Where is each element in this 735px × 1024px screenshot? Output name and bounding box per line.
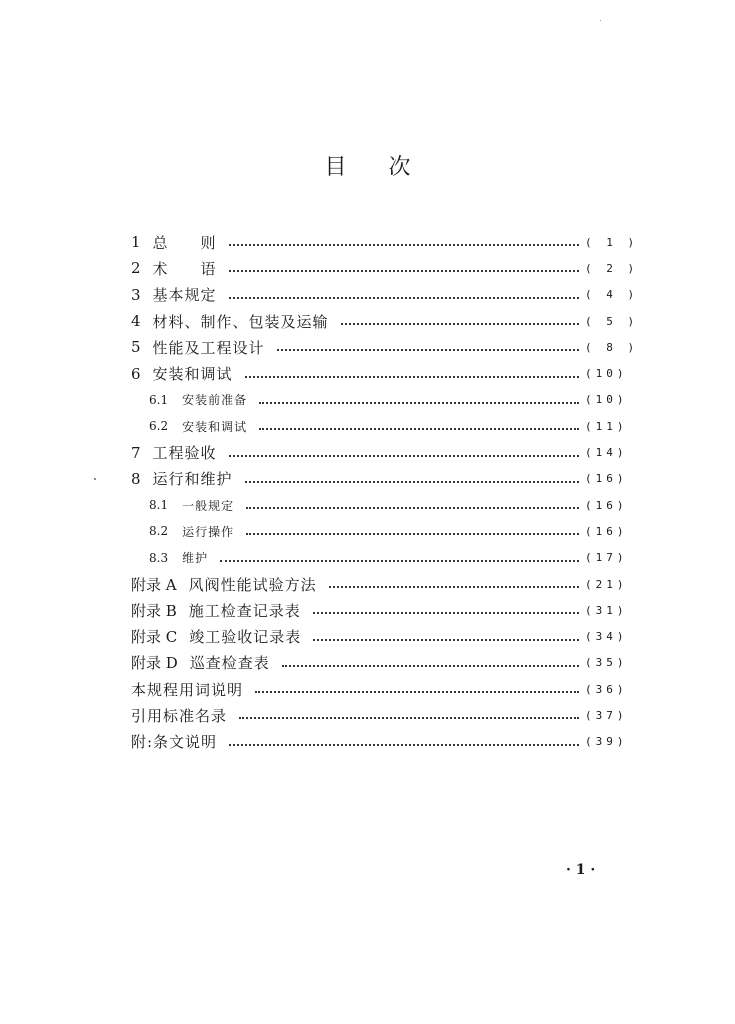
toc-subentry[interactable] [131, 518, 628, 544]
toc-entry-page: (34) [585, 630, 628, 644]
toc-subentry[interactable] [131, 387, 628, 413]
toc-entry-label: 运行操作 [182, 524, 235, 539]
page-title [0, 150, 735, 181]
toc-entry-label: 安装和调试 [152, 365, 233, 384]
toc-entry-page: (16) [585, 472, 628, 486]
toc-entry[interactable] [131, 360, 628, 386]
toc-entry-number: 8.3 [149, 550, 169, 565]
toc-entry-label: 风阀性能试验方法 [188, 575, 317, 594]
toc-entry-label: 附:条文说明 [131, 733, 218, 752]
toc-entry-label: 本规程用词说明 [131, 680, 244, 699]
toc-entry-number: 4 [131, 312, 141, 331]
toc-entry-number: 2 [131, 259, 141, 278]
dot-leader [313, 639, 579, 641]
toc-entry-page: (10) [585, 367, 628, 381]
toc-entry-label: 施工检查记录表 [188, 601, 301, 620]
toc-entry-label: 竣工验收记录表 [189, 628, 302, 647]
toc-entry-page: (16) [585, 498, 628, 512]
toc-entry-number: 6.1 [149, 392, 169, 407]
dot-leader [229, 270, 579, 272]
toc-entry-number: 7 [131, 443, 141, 462]
toc-entry-page: ( 5 ) [585, 314, 639, 328]
toc-entry[interactable] [131, 729, 628, 755]
page-number: · 1 · [566, 862, 596, 878]
toc-entry[interactable] [131, 282, 639, 308]
toc-entry-number: 附录 D [131, 654, 178, 673]
toc-entry-number: 8.2 [149, 524, 169, 539]
dot-leader [255, 691, 579, 693]
toc-entry-page: (39) [585, 735, 628, 749]
toc-entry-number: 附录 B [131, 601, 177, 620]
toc-entry[interactable] [131, 255, 639, 281]
toc-entry-number: 8.1 [149, 498, 169, 513]
dot-leader [259, 428, 579, 430]
toc-entry[interactable] [131, 597, 628, 623]
toc-entry-label: 安装前准备 [182, 393, 248, 408]
toc-entry[interactable] [131, 466, 628, 492]
toc-entry[interactable] [131, 623, 628, 649]
toc-entry-label: 基本规定 [152, 286, 217, 305]
toc-entry-number: 3 [131, 285, 141, 304]
toc-entry-number: 8 [131, 469, 141, 488]
dot-leader [220, 560, 579, 562]
toc-entry-page: (31) [585, 603, 628, 617]
toc-entry-page: (16) [585, 524, 628, 538]
toc-entry-page: (10) [585, 393, 628, 407]
toc-entry-page: ( 1 ) [585, 235, 639, 249]
scan-mark [600, 20, 601, 21]
toc-entry[interactable] [131, 676, 628, 702]
dot-leader [245, 376, 579, 378]
toc-entry-page: (11) [585, 419, 628, 433]
toc-entry-number: 1 [131, 233, 141, 252]
toc-subentry[interactable] [131, 492, 628, 518]
dot-leader [229, 744, 579, 746]
toc-entry[interactable] [131, 229, 639, 255]
title-part-2: 次 [388, 155, 411, 180]
dot-leader [329, 586, 579, 588]
dot-leader [259, 402, 579, 404]
table-of-contents [131, 229, 639, 755]
toc-entry-label: 维护 [182, 551, 209, 566]
toc-entry-label: 材料、制作、包装及运输 [152, 312, 329, 331]
toc-entry[interactable] [131, 308, 639, 334]
toc-entry-number: 附录 C [131, 628, 178, 647]
toc-entry-number: 6 [131, 364, 141, 383]
dot-leader [277, 349, 579, 351]
toc-entry[interactable] [131, 334, 639, 360]
toc-entry-page: (17) [585, 551, 628, 565]
dot-leader [239, 717, 579, 719]
toc-entry-label: 运行和维护 [152, 470, 233, 489]
toc-entry[interactable] [131, 439, 628, 465]
toc-entry-label: 一般规定 [182, 498, 235, 513]
dot-leader [246, 507, 579, 509]
toc-entry-label: 巡查检查表 [189, 654, 270, 673]
dot-leader [229, 244, 579, 246]
toc-entry-label: 引用标准名录 [131, 706, 228, 725]
toc-entry-label: 总 则 [152, 233, 217, 252]
toc-entry-label: 性能及工程设计 [152, 338, 265, 357]
toc-entry[interactable] [131, 702, 628, 728]
toc-entry-page: (36) [585, 682, 628, 696]
dot-leader [313, 612, 579, 614]
scan-mark [94, 478, 96, 480]
toc-entry-page: ( 4 ) [585, 288, 639, 302]
dot-leader [246, 533, 579, 535]
toc-entry-page: ( 2 ) [585, 261, 639, 275]
toc-entry-label: 术 语 [152, 259, 217, 278]
toc-entry-page: (21) [585, 577, 628, 591]
dot-leader [229, 297, 579, 299]
toc-entry-number: 5 [131, 338, 141, 357]
dot-leader [245, 481, 579, 483]
toc-entry-page: (35) [585, 656, 628, 670]
toc-subentry[interactable] [131, 413, 628, 439]
toc-subentry[interactable] [131, 545, 628, 571]
toc-entry-number: 6.2 [149, 419, 169, 434]
dot-leader [282, 665, 579, 667]
toc-entry-label: 安装和调试 [182, 419, 248, 434]
toc-entry-number: 附录 A [131, 575, 177, 594]
dot-leader [229, 455, 579, 457]
toc-entry-page: (37) [585, 708, 628, 722]
toc-entry[interactable] [131, 571, 628, 597]
toc-entry-page: ( 8 ) [585, 340, 639, 354]
toc-entry-page: (14) [585, 446, 628, 460]
toc-entry-label: 工程验收 [152, 444, 217, 463]
title-part-1: 目 [324, 155, 347, 180]
toc-entry[interactable] [131, 650, 628, 676]
dot-leader [341, 323, 579, 325]
